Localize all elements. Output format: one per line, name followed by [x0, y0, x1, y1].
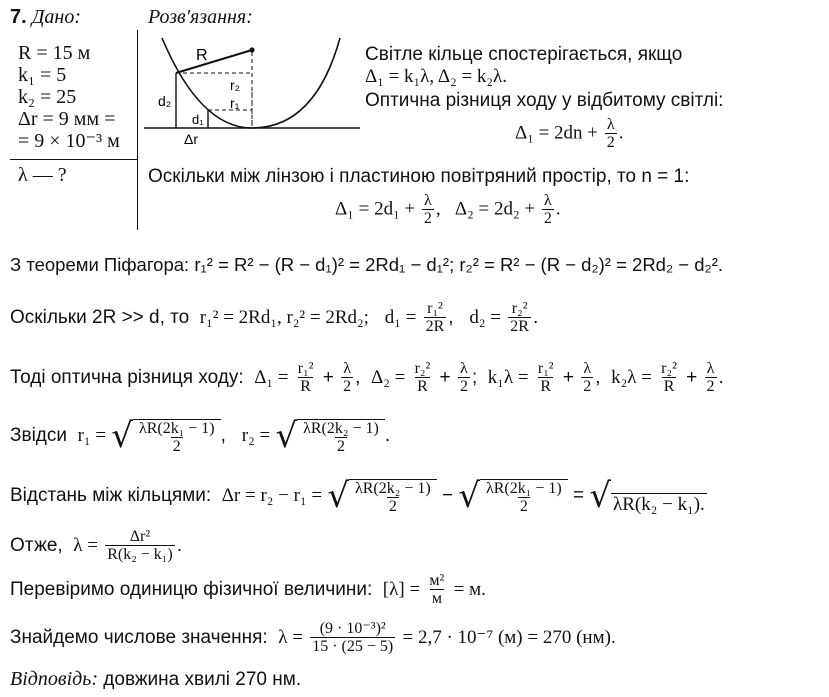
- given-line: k₁ = 5: [18, 64, 67, 86]
- label-d2: d₂: [158, 93, 172, 109]
- then-line: Тоді оптична різниця ходу: Δ₁ = $\frac{\text{r₁²}}{R}$ + $\frac{\lambda}{2}$ , Δ₂ = $\frac{\text{r₂²}}{R}$ + $\frac{\lambda}{2}$ ; k₁λ = $\frac{\text{r₁²}}{R}$ + $\frac{\lambda}{2}$ , k₂λ = $\frac{\text{r₂²}}{R}$ + $\frac{\lambda}{2}$ .: [10, 360, 724, 395]
- distance-line: Відстань між кільцями: Δr = r₂ − r₁ = √ $\frac{\text{λR(2k₂ − 1)}}{2}$ − √ $\frac{\text{λR(2k₁ − 1)}}{2}$ = √ λR(k₂ − k₁).: [10, 476, 705, 516]
- label-d1: d₁: [192, 112, 204, 127]
- numeric-line: Знайдемо числове значення: λ = $\frac{\text{(9 · 10⁻³)²}}{15 \cdot (25 - 5)}$ = 2,7 · 10⁻⁷ (м) = 270 (нм).: [10, 620, 616, 655]
- answer-label: Відповідь:: [10, 668, 99, 690]
- label-r1: r₁: [230, 95, 240, 111]
- label-r2: r₂: [230, 77, 241, 93]
- pythagoras-line: З теореми Піфагора: r₁² = R² − (R − d₁)² = 2Rd₁ − d₁²; r₂² = R² − (R − d₂)² = 2Rd₂ − d₂².: [10, 254, 723, 275]
- given-line: R = 15 м: [18, 42, 91, 64]
- condition-formula: Δ₁ = k₁λ, Δ₂ = k₂λ.: [365, 66, 507, 87]
- given-title: Дано:: [31, 6, 81, 28]
- newton-rings-diagram: [140, 30, 365, 148]
- center-point: [249, 47, 254, 52]
- so-line: Отже, λ = $\frac{\text{Δr²}}{\text{R(k₂ − k₁)}}$ .: [10, 528, 182, 563]
- given-line: k₂ = 25: [18, 86, 77, 108]
- given-divider: [10, 159, 138, 160]
- label-dr: Δr: [184, 131, 199, 147]
- condition-intro: Світле кільце спостерігається, якщо: [365, 44, 683, 65]
- given-line: = 9 × 10⁻³ м: [18, 130, 120, 152]
- since-line: Оскільки 2R >> d, то r₁² = 2Rd₁, r₂² = 2Rd₂; d₁ = $\frac{\text{r₁²}}{2R}$ , d₂ = $\frac{\text{r₂²}}{2R}$ .: [10, 300, 539, 335]
- label-R: R: [196, 47, 208, 64]
- unit-line: Перевіримо одиницю фізичної величини: [λ] = $\frac{\text{м²}}{м}$ = м.: [10, 572, 486, 607]
- radius-line: [176, 50, 252, 73]
- given-block: [18, 42, 120, 152]
- delta1-lhs: Δ₁ = 2dn +: [515, 122, 599, 144]
- given-line: Δr = 9 мм =: [18, 108, 116, 130]
- hence-line: Звідси r₁ = √ $\frac{\text{λR(2k₁ − 1)}}{2}$ , r₂ = √ $\frac{\text{λR(2k₂ − 1)}}{2}$ .: [10, 416, 391, 456]
- delta1-formula: Δ₁ = 2dn + $\frac{\lambda}{2}$ .: [515, 116, 624, 151]
- unknown-label: λ — ?: [18, 164, 67, 186]
- delta-formulas: Δ₁ = 2d₁ + $\frac{\lambda}{2}$ , Δ₂ = 2d₂ + $\frac{\lambda}{2}$ .: [335, 192, 561, 227]
- answer-line: [10, 668, 301, 691]
- optical-intro: Оптична різниця ходу у відбитому світлі:: [365, 90, 724, 111]
- given-vertical-divider: [137, 30, 138, 230]
- air-line: Оскільки між лінзою і пластиною повітряний простір, то n = 1:: [148, 166, 690, 187]
- answer-text: довжина хвилі 270 нм.: [103, 669, 302, 690]
- solution-title: Розв'язання:: [148, 6, 253, 28]
- problem-header: [10, 6, 81, 29]
- problem-number: 7.: [10, 6, 27, 28]
